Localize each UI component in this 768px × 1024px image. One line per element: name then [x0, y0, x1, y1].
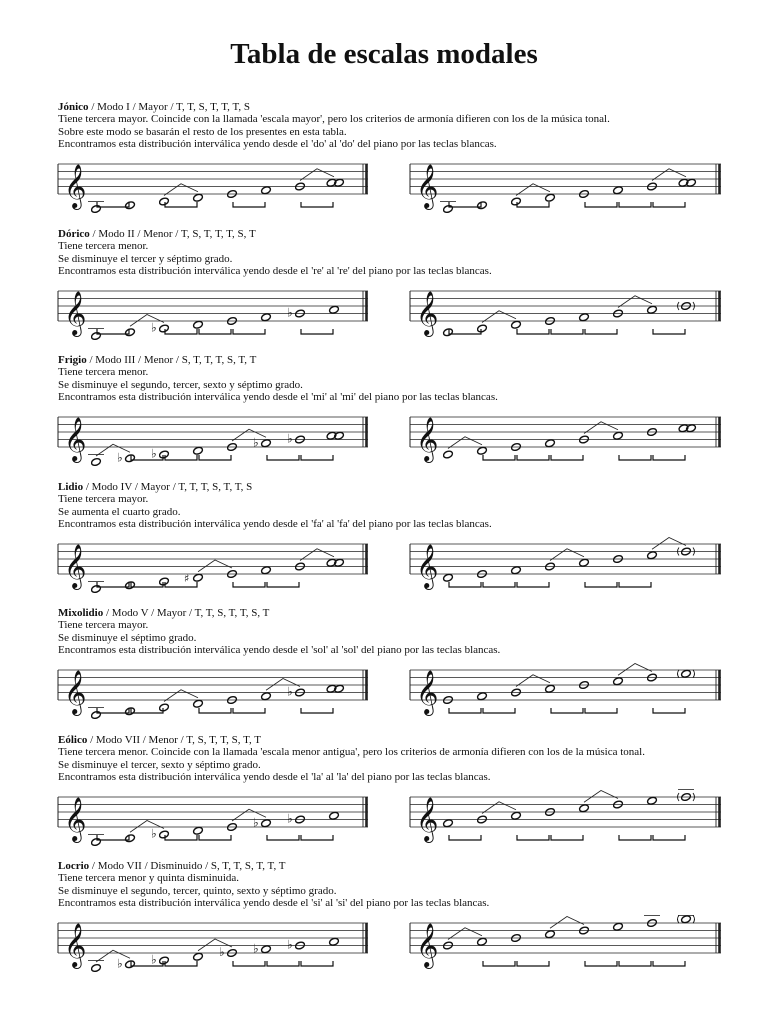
tone-bracket [551, 708, 583, 713]
whole-note [443, 205, 454, 214]
whole-note [613, 431, 624, 440]
whole-note [681, 915, 692, 924]
mode-description-line: Encontramos esta distribución interválica yendo desde el 'fa' al 'fa' del piano por las teclas blancas. [58, 518, 492, 531]
mode-section [58, 101, 748, 208]
tone-bracket [233, 202, 265, 207]
tone-bracket [653, 329, 685, 334]
tone-bracket [267, 961, 299, 966]
tone-bracket [619, 582, 651, 587]
tone-bracket [199, 455, 231, 460]
mode-description-line: Encontramos esta distribución interválica yendo desde el 'do' al 'do' del piano por las teclas blancas. [58, 138, 497, 151]
tone-bracket [653, 202, 685, 207]
flat-sign-icon: ♭ [287, 811, 293, 826]
semitone-arc [618, 664, 652, 676]
tone-bracket [449, 202, 481, 207]
tone-bracket [165, 835, 197, 840]
flat-sign-icon: ♭ [151, 826, 157, 841]
whole-note [443, 328, 454, 337]
whole-note [443, 819, 454, 828]
tone-bracket [301, 455, 333, 460]
whole-note [477, 446, 488, 455]
tone-bracket [585, 961, 617, 966]
treble-clef-icon: 𝄞 [416, 164, 439, 208]
semitone-arc [652, 538, 686, 550]
sharp-sign-icon: ♯ [184, 571, 190, 585]
whole-note [511, 197, 522, 206]
tone-bracket [483, 961, 515, 966]
tone-bracket [97, 835, 129, 840]
tone-bracket [585, 582, 617, 587]
mode-formula: / Modo I / Mayor / T, T, S, T, T, T, S [88, 101, 251, 113]
treble-clef-icon: 𝄞 [64, 544, 87, 588]
mode-name: Jónico [58, 101, 89, 113]
treble-clef-icon: 𝄞 [64, 797, 87, 841]
flat-sign-icon: ♭ [253, 815, 259, 830]
music-staff [58, 650, 376, 714]
tone-bracket [199, 329, 231, 334]
treble-clef-icon: 𝄞 [64, 417, 87, 461]
tone-bracket [517, 202, 549, 207]
whole-note [91, 838, 102, 847]
treble-clef-icon: 𝄞 [416, 670, 439, 714]
music-staff [58, 524, 376, 588]
tone-bracket [267, 835, 299, 840]
whole-note [261, 313, 272, 322]
tone-bracket [483, 455, 515, 460]
music-staff [410, 524, 729, 588]
whole-note [261, 945, 272, 954]
mode-description-line: Encontramos esta distribución interválica yendo desde el 'la' al 'la' del piano por las teclas blancas. [58, 771, 491, 784]
mode-description-line: Tiene tercera menor. [58, 240, 149, 253]
mode-description-line: Tiene tercera menor y quinta disminuida. [58, 872, 240, 885]
whole-note [125, 454, 136, 463]
whole-note [159, 577, 170, 586]
tone-bracket [165, 329, 197, 334]
tone-bracket [131, 961, 163, 966]
mode-formula: / Modo V / Mayor / T, T, S, T, T, S, T [103, 607, 270, 619]
tone-bracket [517, 329, 549, 334]
parenthesis-mark [693, 670, 695, 678]
mode-description-line: Se disminuye el tercer, sexto y séptimo grado. [58, 758, 261, 771]
semitone-arc [198, 560, 232, 572]
whole-note [193, 193, 204, 202]
tone-bracket [301, 329, 333, 334]
music-staff [58, 903, 376, 971]
flat-sign-icon: ♭ [151, 446, 157, 461]
tone-bracket [131, 708, 163, 713]
whole-note [91, 205, 102, 214]
whole-note [647, 796, 658, 805]
whole-note [545, 193, 556, 202]
treble-clef-icon: 𝄞 [416, 544, 439, 588]
music-staff [410, 903, 729, 967]
whole-note [511, 566, 522, 575]
mode-formula: / Modo VII / Disminuido / S, T, T, S, T, T, T [89, 860, 286, 872]
flat-sign-icon: ♭ [287, 305, 293, 320]
whole-note [125, 581, 136, 590]
whole-note [579, 558, 590, 567]
tone-bracket [619, 202, 651, 207]
tone-bracket [301, 202, 333, 207]
mode-header [58, 354, 748, 366]
whole-note [511, 811, 522, 820]
whole-note [193, 446, 204, 455]
music-staff [58, 777, 376, 841]
whole-note [545, 930, 556, 939]
whole-note [193, 320, 204, 329]
whole-note [159, 450, 170, 459]
whole-note [329, 937, 340, 946]
whole-note [125, 328, 136, 337]
tone-bracket [97, 329, 129, 334]
tone-bracket [483, 582, 515, 587]
whole-note [261, 566, 272, 575]
tone-bracket [267, 582, 299, 587]
tone-bracket [233, 582, 265, 587]
tone-bracket [165, 202, 197, 207]
whole-note [125, 201, 136, 210]
whole-note [329, 305, 340, 314]
mode-header [58, 734, 748, 746]
whole-note [613, 677, 624, 686]
whole-note [579, 804, 590, 813]
tone-bracket [653, 835, 685, 840]
flat-sign-icon: ♭ [117, 450, 123, 465]
semitone-arc [130, 315, 164, 327]
tone-bracket [517, 835, 549, 840]
music-staff [58, 397, 376, 465]
tone-bracket [165, 582, 197, 587]
whole-note [91, 585, 102, 594]
music-staff [410, 144, 729, 208]
mode-description-line: Encontramos esta distribución interválica yendo desde el 'mi' al 'mi' del piano por las teclas blancas. [58, 391, 498, 404]
whole-note [261, 186, 272, 195]
tone-bracket [97, 708, 129, 713]
flat-sign-icon: ♭ [287, 937, 293, 952]
flat-sign-icon: ♭ [287, 431, 293, 446]
whole-note [477, 937, 488, 946]
mode-name: Eólico [58, 734, 88, 746]
mode-description-line: Tiene tercera mayor. Coincide con la llamada 'escala mayor', pero los criterios de armonía difieren con los de la música tonal. [58, 113, 610, 126]
parenthesis-mark [693, 915, 695, 923]
tone-bracket [619, 455, 651, 460]
tone-bracket [517, 961, 549, 966]
whole-note [91, 458, 102, 467]
whole-note [261, 819, 272, 828]
music-staff [58, 271, 376, 335]
whole-note [125, 707, 136, 716]
tone-bracket [449, 835, 481, 840]
tone-bracket [619, 835, 651, 840]
tone-bracket [585, 329, 617, 334]
flat-sign-icon: ♭ [117, 956, 123, 971]
whole-note [261, 439, 272, 448]
flat-sign-icon: ♭ [151, 952, 157, 967]
treble-clef-icon: 𝄞 [64, 291, 87, 335]
whole-note [125, 834, 136, 843]
mode-header [58, 228, 748, 240]
tone-bracket [233, 329, 265, 334]
tone-bracket [233, 961, 265, 966]
mode-formula: / Modo II / Menor / T, S, T, T, T, S, T [89, 228, 256, 240]
tone-bracket [301, 708, 333, 713]
whole-note [125, 960, 136, 969]
tone-bracket [551, 329, 583, 334]
tone-bracket [653, 455, 685, 460]
whole-note [477, 692, 488, 701]
mode-section [58, 228, 748, 335]
whole-note [511, 320, 522, 329]
whole-note [159, 830, 170, 839]
mode-section [58, 734, 748, 841]
semitone-arc [266, 679, 300, 691]
tone-bracket [585, 708, 617, 713]
music-staff [410, 777, 729, 841]
tone-bracket [97, 582, 129, 587]
tone-bracket [517, 455, 549, 460]
mode-name: Frigio [58, 354, 87, 366]
whole-note [613, 922, 624, 931]
mode-section [58, 860, 748, 971]
treble-clef-icon: 𝄞 [416, 923, 439, 967]
tone-bracket [97, 202, 129, 207]
tone-bracket [551, 455, 583, 460]
mode-description-line: Tiene tercera mayor. [58, 493, 149, 506]
flat-sign-icon: ♭ [253, 435, 259, 450]
parenthesis-mark [678, 915, 680, 923]
whole-note [91, 964, 102, 973]
whole-note [91, 711, 102, 720]
whole-note [91, 332, 102, 341]
whole-note [159, 324, 170, 333]
tone-bracket [619, 961, 651, 966]
semitone-arc [550, 917, 584, 929]
whole-note [159, 703, 170, 712]
music-staff [410, 397, 729, 461]
tone-bracket [585, 202, 617, 207]
music-staff [410, 650, 729, 714]
whole-note [193, 699, 204, 708]
semitone-arc [584, 791, 618, 803]
tone-bracket [517, 582, 549, 587]
music-staff [58, 144, 376, 208]
mode-description-line: Tiene tercera mayor. [58, 619, 149, 632]
mode-name: Locrio [58, 860, 90, 872]
tone-bracket [233, 708, 265, 713]
flat-sign-icon: ♭ [253, 941, 259, 956]
whole-note [545, 684, 556, 693]
whole-note [443, 450, 454, 459]
tone-bracket [301, 961, 333, 966]
flat-sign-icon: ♭ [219, 945, 225, 959]
whole-note [545, 439, 556, 448]
tone-bracket [449, 708, 481, 713]
mode-description-line: Se disminuye el séptimo grado. [58, 631, 197, 644]
mode-formula: / Modo VII / Menor / T, S, T, T, S, T, T [87, 734, 262, 746]
tone-bracket [267, 455, 299, 460]
mode-description-line: Se disminuye el segundo, tercer, quinto, sexto y séptimo grado. [58, 884, 337, 897]
whole-note [443, 573, 454, 582]
mode-description-line: Se disminuye el segundo, tercer, sexto y séptimo grado. [58, 378, 303, 391]
mode-formula: / Modo IV / Mayor / T, T, T, S, T, T, S [83, 481, 253, 493]
tone-bracket [301, 835, 333, 840]
mode-header [58, 101, 748, 113]
tone-bracket [449, 329, 481, 334]
mode-header [58, 607, 748, 619]
mode-section [58, 354, 748, 465]
whole-note [647, 305, 658, 314]
parenthesis-mark [678, 670, 680, 678]
tone-bracket [199, 835, 231, 840]
whole-note [193, 952, 204, 961]
tone-bracket [131, 455, 163, 460]
mode-description-line: Se disminuye el tercer y séptimo grado. [58, 252, 233, 265]
tone-bracket [653, 708, 685, 713]
treble-clef-icon: 𝄞 [416, 797, 439, 841]
treble-clef-icon: 𝄞 [416, 417, 439, 461]
mode-description-line: Tiene tercera menor. [58, 366, 149, 379]
whole-note [159, 956, 170, 965]
mode-description-line: Encontramos esta distribución interválica yendo desde el 're' al 're' del piano por las teclas blancas. [58, 265, 492, 278]
semitone-arc [130, 821, 164, 833]
page-title: Tabla de escalas modales [230, 38, 538, 70]
tone-bracket [483, 708, 515, 713]
whole-note [193, 826, 204, 835]
mode-name: Lidio [58, 481, 84, 493]
whole-note [647, 551, 658, 560]
whole-note [329, 811, 340, 820]
tone-bracket [551, 835, 583, 840]
whole-note [193, 573, 204, 582]
tone-bracket [131, 582, 163, 587]
whole-note [159, 197, 170, 206]
whole-note [613, 186, 624, 195]
whole-note [477, 201, 488, 210]
whole-note [477, 324, 488, 333]
mode-header [58, 481, 748, 493]
treble-clef-icon: 𝄞 [64, 164, 87, 208]
mode-section [58, 607, 748, 714]
flat-sign-icon: ♭ [287, 684, 293, 699]
tone-bracket [449, 582, 481, 587]
mode-header [58, 860, 748, 872]
semitone-arc [198, 939, 232, 951]
treble-clef-icon: 𝄞 [416, 291, 439, 335]
tone-bracket [199, 708, 231, 713]
tone-bracket [165, 961, 197, 966]
whole-note [579, 313, 590, 322]
mode-formula: / Modo III / Menor / S, T, T, T, S, T, T [86, 354, 257, 366]
mode-description-line: Sobre este modo se basarán el resto de los presentes en esta tabla. [58, 125, 347, 138]
mode-name: Dórico [58, 228, 90, 240]
tone-bracket [165, 455, 197, 460]
mode-description-line: Encontramos esta distribución interválica yendo desde el 'sol' al 'sol' del piano por las teclas blancas. [58, 644, 501, 657]
mode-name: Mixolidio [58, 607, 104, 619]
whole-note [681, 669, 692, 678]
mode-section [58, 481, 748, 588]
flat-sign-icon: ♭ [151, 320, 157, 335]
whole-note [261, 692, 272, 701]
mode-description-line: Encontramos esta distribución interválica yendo desde el 'si' al 'si' del piano por las teclas blancas. [58, 897, 490, 910]
mode-description-line: Tiene tercera menor. Coincide con la llamada 'escala menor antigua', pero los criterios de armonía difieren con los de la música tonal. [58, 746, 645, 759]
tone-bracket [653, 961, 685, 966]
treble-clef-icon: 𝄞 [64, 923, 87, 967]
music-staff [410, 271, 729, 335]
treble-clef-icon: 𝄞 [64, 670, 87, 714]
mode-description-line: Se aumenta el cuarto grado. [58, 505, 181, 518]
